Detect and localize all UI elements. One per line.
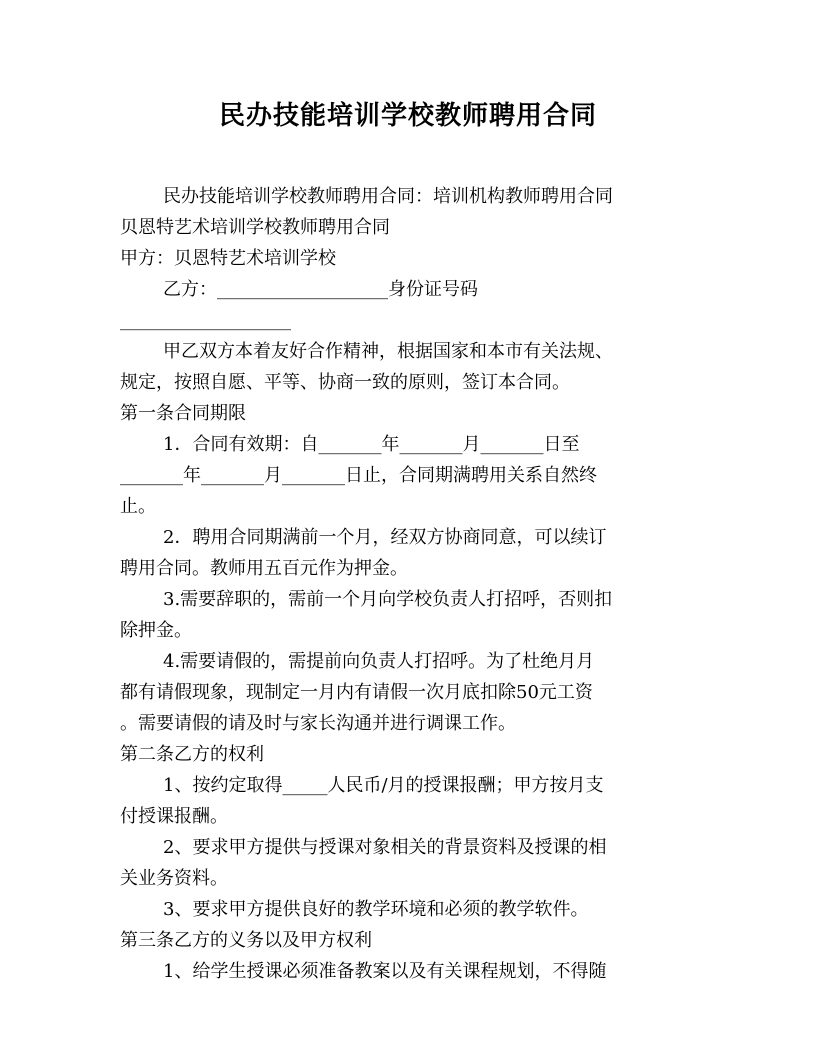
text-line: 1．合同有效期：自_______年_______月_______日至 [163, 434, 580, 455]
text-line: 除押金。 [120, 620, 192, 641]
text-line: _______年_______月_______日止，合同期满聘用关系自然终 [120, 465, 597, 486]
text-line: 1、按约定取得_____人民币/月的授课报酬；甲方按月支 [163, 775, 604, 796]
document-title: 民办技能培训学校教师聘用合同 [218, 101, 597, 131]
text-line: 2、要求甲方提供与授课对象相关的背景资料及授课的相 [163, 837, 607, 858]
text-line: ___________________ [120, 310, 291, 331]
text-line: 甲乙双方本着友好合作精神，根据国家和本市有关法规、 [163, 341, 613, 362]
text-line: 2．聘用合同期满前一个月，经双方协商同意，可以续订 [163, 527, 607, 548]
text-line: 止。 [120, 496, 156, 517]
text-line: 3.需要辞职的，需前一个月向学校负责人打招呼，否则扣 [163, 589, 613, 610]
text-line: 3、要求甲方提供良好的教学环境和必须的教学软件。 [163, 899, 589, 920]
text-line: 。需要请假的请及时与家长沟通并进行调课工作。 [120, 713, 516, 734]
section-heading: 第一条合同期限 [120, 403, 246, 424]
text-line: 乙方：___________________身份证号码 [163, 279, 478, 300]
section-heading: 第二条乙方的权利 [120, 744, 264, 765]
section-heading: 第三条乙方的义务以及甲方权利 [120, 930, 372, 951]
text-line: 规定，按照自愿、平等、协商一致的原则，签订本合同。 [120, 372, 570, 393]
text-line: 关业务资料。 [120, 868, 228, 889]
text-line: 聘用合同。教师用五百元作为押金。 [120, 558, 408, 579]
text-line: 甲方：贝恩特艺术培训学校 [120, 248, 336, 269]
text-line: 都有请假现象，现制定一月内有请假一次月底扣除50元工资 [120, 682, 593, 703]
text-line: 民办技能培训学校教师聘用合同：培训机构教师聘用合同 [163, 186, 613, 207]
text-line: 4.需要请假的，需提前向负责人打招呼。为了杜绝月月 [163, 651, 595, 672]
text-line: 1、给学生授课必须准备教案以及有关课程规划，不得随 [163, 961, 607, 982]
text-line: 付授课报酬。 [120, 806, 228, 827]
text-line: 贝恩特艺术培训学校教师聘用合同 [120, 217, 390, 238]
document-body [120, 181, 700, 987]
